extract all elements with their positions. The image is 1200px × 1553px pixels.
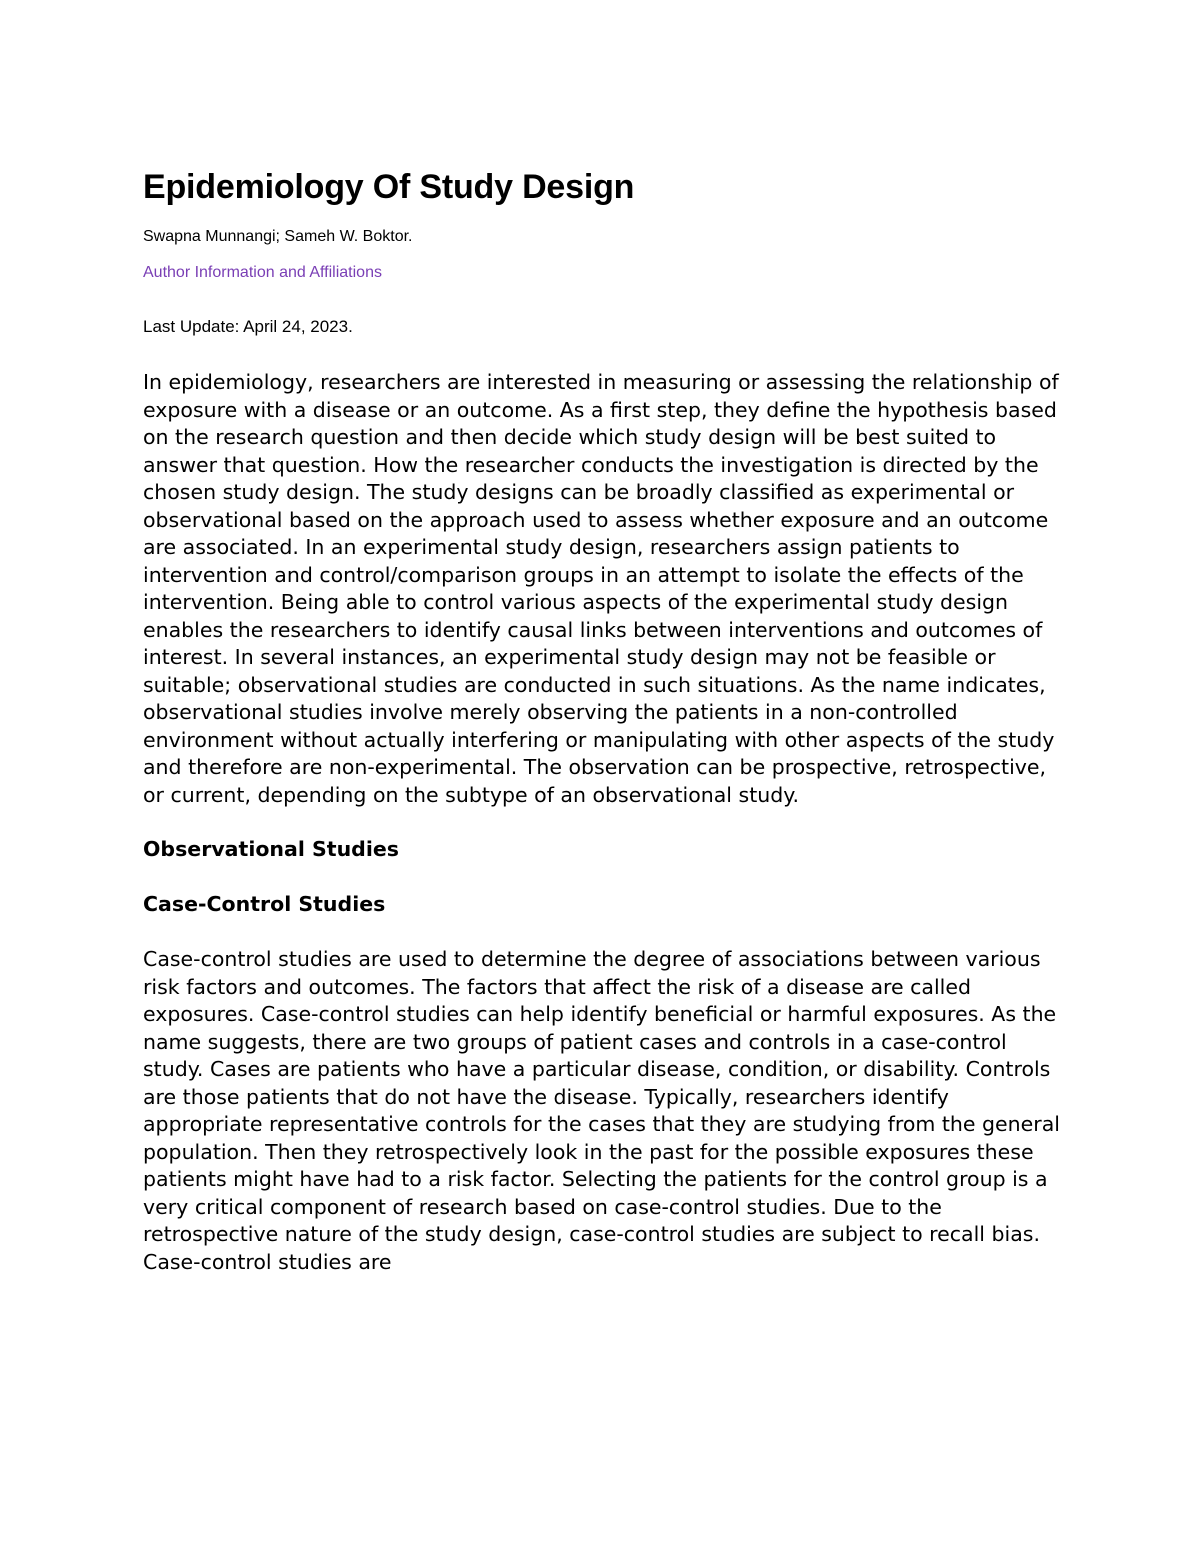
last-update-date: Last Update: April 24, 2023. [143,317,353,336]
author-list: Swapna Munnangi; Sameh W. Boktor. [143,228,413,245]
subsection-heading-case-control: Case-Control Studies [143,891,386,916]
document-content [143,165,1063,1276]
page-title: Epidemiology Of Study Design [143,168,635,206]
section-heading-observational: Observational Studies [143,837,399,861]
author-affiliations-link[interactable]: Author Information and Affiliations [143,264,382,281]
intro-paragraph: In epidemiology, researchers are interested in measuring or assessing the relationship of exposure with a disease or an outcome. As a first step, they define the hypothesis based on the research question and then decide which study design will be best suited to answer that question. How the researcher conducts the investigation is directed by the chosen study design. The study designs can be broadly classified as experimental or observational based on the approach used to assess whether exposure and an outcome are associated. In an experimental study design, researchers assign patients to intervention and control/comparison groups in an attempt to isolate the effects of the intervention. Being able to control various aspects of the experimental study design enables the researchers to identify causal links between interventions and outcomes of interest. In several instances, an experimental study design may not be feasible or suitable; observational studies are conducted in such situations. As the name indicates, observational studies involve merely observing the patients in a non-controlled environment without actually interfering or manipulating with other aspects of the study and therefore are non-experimental. The observation can be prospective, retrospective, or current, depending on the subtype of an observational study. [143,370,1059,807]
case-control-paragraph: Case-control studies are used to determine the degree of associations between various risk factors and outcomes. The factors that affect the risk of a disease are called exposures. Case-control studies can help identify beneficial or harmful exposures. As the name suggests, there are two groups of patient cases and controls in a case-control study. Cases are patients who have a particular disease, condition, or disability. Controls are those patients that do not have the disease. Typically, researchers identify appropriate representative controls for the cases that they are studying from the general population. Then they retrospectively look in the past for the possible exposures these patients might have had to a risk factor. Selecting the patients for the control group is a very critical component of research based on case-control studies. Due to the retrospective nature of the study design, case-control studies are subject to recall bias. Case-control studies are [143,947,1060,1274]
